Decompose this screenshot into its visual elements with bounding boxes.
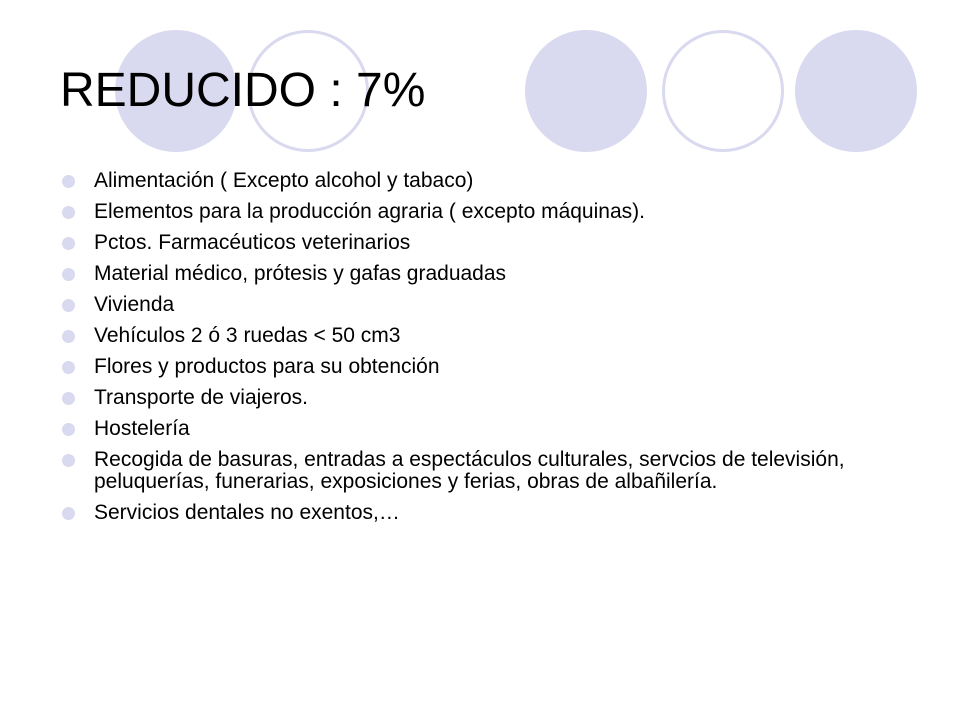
bullet-item	[58, 232, 918, 254]
bullet-text: Flores y productos para su obtención	[94, 355, 440, 378]
bullet-icon	[62, 268, 75, 281]
bullet-item	[58, 356, 918, 378]
bullet-item	[58, 294, 918, 316]
bullet-text: Elementos para la producción agraria ( excepto máquinas).	[94, 200, 645, 223]
bullet-text: Material médico, prótesis y gafas graduadas	[94, 262, 507, 285]
bullet-item	[58, 201, 918, 223]
bullet-icon	[62, 206, 75, 219]
bullet-text: Hostelería	[94, 417, 190, 440]
decorative-circle-outline	[662, 30, 784, 152]
bullet-icon	[62, 330, 75, 343]
bullet-icon	[62, 392, 75, 405]
bullet-icon	[62, 299, 75, 312]
decorative-circle-filled	[795, 30, 917, 152]
bullet-icon	[62, 454, 75, 467]
bullet-text: Vivienda	[94, 293, 175, 316]
bullet-icon	[62, 237, 75, 250]
bullet-item	[58, 449, 918, 493]
bullet-item	[58, 418, 918, 440]
bullet-icon	[62, 361, 75, 374]
bullet-text: Transporte de viajeros.	[94, 386, 308, 409]
bullet-item	[58, 170, 918, 192]
bullet-list	[58, 170, 918, 533]
bullet-text: Pctos. Farmacéuticos veterinarios	[94, 231, 411, 254]
slide-title: REDUCIDO : 7%	[60, 64, 426, 117]
bullet-icon	[62, 507, 75, 520]
bullet-item	[58, 263, 918, 285]
bullet-text: Recogida de basuras, entradas a espectáculos culturales, servcios de televisión, peluquerías, funerarias, exposiciones y ferias, obras de albañilería.	[94, 448, 845, 493]
bullet-icon	[62, 423, 75, 436]
bullet-item	[58, 325, 918, 347]
bullet-text: Servicios dentales no exentos,…	[94, 501, 400, 524]
decorative-circle-filled	[525, 30, 647, 152]
bullet-item	[58, 502, 918, 524]
bullet-item	[58, 387, 918, 409]
bullet-text: Alimentación ( Excepto alcohol y tabaco)	[94, 169, 474, 192]
bullet-text: Vehículos 2 ó 3 ruedas < 50 cm3	[94, 324, 401, 347]
bullet-icon	[62, 175, 75, 188]
